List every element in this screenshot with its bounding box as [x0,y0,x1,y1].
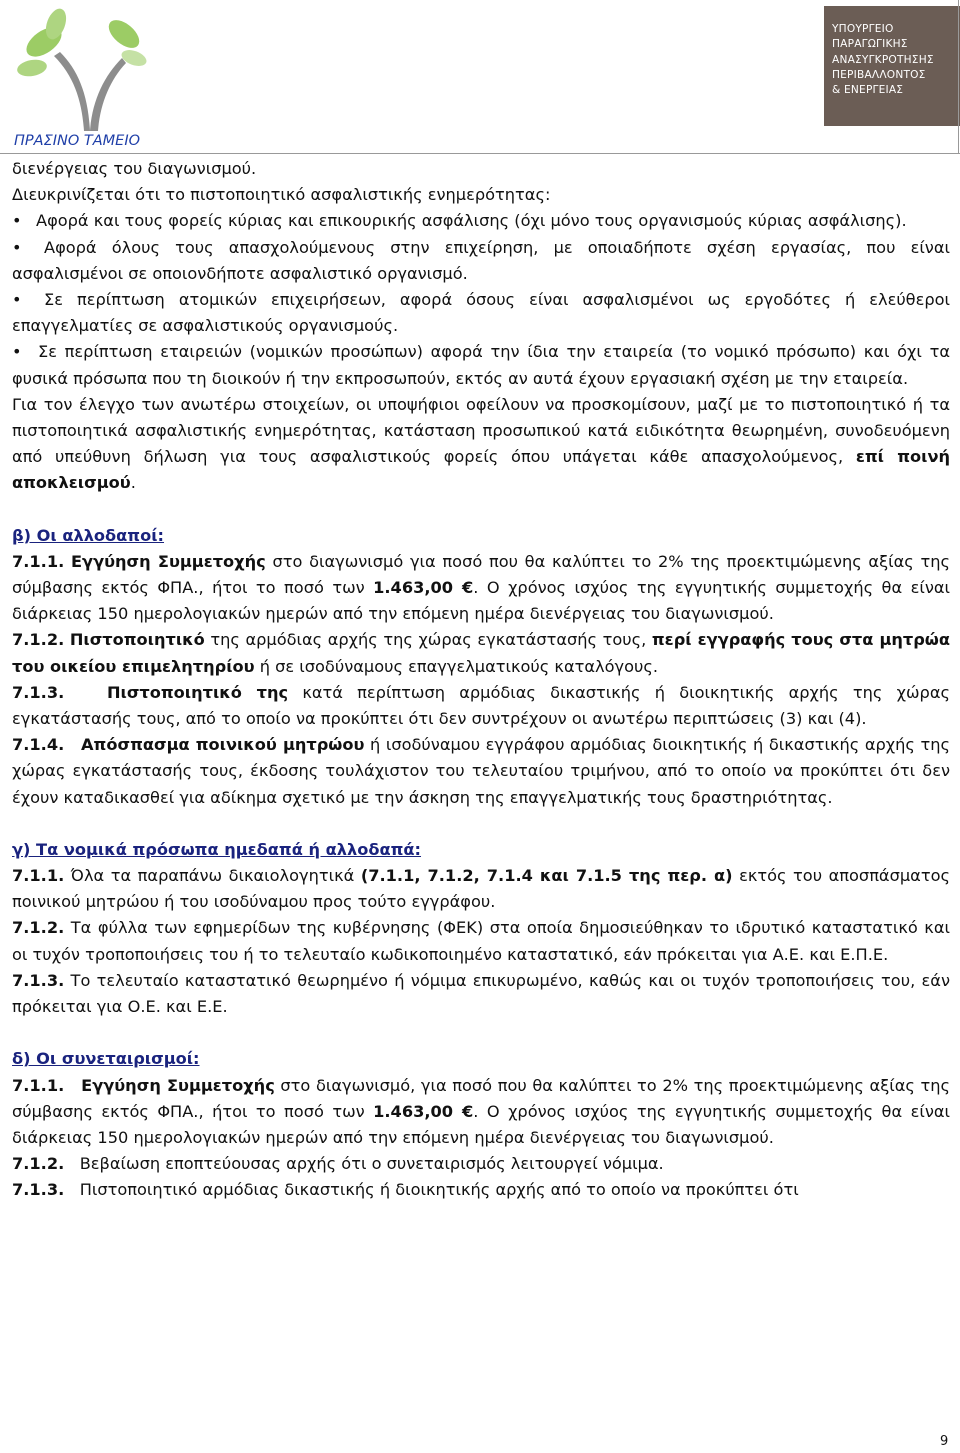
item-number: 7.1.2. [12,630,65,650]
section-heading-delta [12,1046,950,1072]
paragraph-text: . [130,473,136,493]
list-item [12,627,950,679]
body-text: Διευκρινίζεται ότι το πιστοποιητικό ασφαλιστικής ενημερότητας: [12,185,551,205]
item-number: 7.1.3. [12,970,65,990]
item-text: Πιστοποιητικό αρμόδιας δικαστικής ή διοικητικής αρχής από το οποίο να προκύπτει ότι [74,1180,799,1200]
item-text: στο διαγωνισμό, για ποσό που θα καλύπτει το 2% της προεκτιμώμενης αξίας της σύμβασης εκτός ΦΠΑ., ήτοι το ποσό των [12,1075,951,1121]
list-item [12,915,950,967]
list-item [12,863,950,915]
item-text: εκτός του αποσπάσματος ποινικού μητρώου ή του ισοδύναμου προς τούτο εγγράφου. [12,866,950,912]
heading-text: β) Οι αλλοδαποί: [12,525,165,545]
bullet-item [12,235,950,287]
item-title: Εγγύηση Συμμετοχής [81,1075,275,1095]
item-title: Εγγύηση Συμμετοχής [70,551,266,571]
page-header [0,0,960,155]
bullet-icon: • [12,237,22,257]
item-number: 7.1.3. [12,682,65,702]
item-text: Το τελευταίο καταστατικό θεωρημένο ή νόμιμα επικυρωμένο, καθώς και οι τυχόν τροποποιήσεις του, εάν πρόκειται για Ο.Ε. και Ε.Ε. [12,970,950,1017]
item-text: ή σε ισοδύναμους επαγγελματικούς καταλόγους. [254,656,659,676]
ministry-logo [824,6,960,126]
bullet-text: Σε περίπτωση ατομικών επιχειρήσεων, αφορά όσους είναι ασφαλισμένοι ως εργοδότες ή ελεύθεροι επαγγελματίες σε ασφαλιστικούς οργανισμούς. [12,290,950,336]
list-item [12,1073,950,1152]
list-item [12,1177,950,1203]
item-text: ή ισοδύναμου εγγράφου αρμόδιας διοικητικής ή δικαστικής αρχής της χώρας εγκατάστασής τους, έκδοσης τουλάχιστον του τελευταίου τριμήνου, από το οποίο να προκύπτει ότι δεν έχουν καταδικασθεί για αδίκημα σχετικό με την άσκηση της επαγγελματικής τους δραστηριότητας. [12,735,950,807]
item-emphasis: (7.1.1, 7.1.2, 7.1.4 και 7.1.5 της περ. α) [360,866,733,886]
item-emphasis: περί εγγραφής τους στα μητρώα του οικείου επιμελητηρίου [12,630,951,676]
item-text: . Ο χρόνος ισχύος της εγγυητικής συμμετοχής θα είναι διάρκειας 150 ημερολογιακών ημερών από την επόμενη ημέρα διενέργειας του διαγωνισμού. [12,578,951,624]
bullet-icon: • [12,211,22,231]
ministry-line: ΠΕΡΙΒΑΛΛΟΝΤΟΣ [832,68,926,81]
item-title: Πιστοποιητικό της [106,682,289,702]
item-number: 7.1.2. [12,918,65,938]
list-item [12,549,950,628]
bullet-item [12,287,950,339]
item-text: . Ο χρόνος ισχύος της εγγυητικής συμμετοχής θα είναι διάρκειας 150 ημερολογιακών ημερών από την επόμενη ημέρα διενέργειας του διαγωνισμού. [12,1101,951,1147]
green-fund-name: ΠΡΑΣΙΝΟ ΤΑΜΕΙΟ [14,133,141,149]
item-text: Τα φύλλα των εφημερίδων της κυβέρνησης (ΦΕΚ) στα οποία δημοσιεύθηκαν το ιδρυτικό καταστατικό και οι τυχόν τροποποιήσεις του ή το τελευταίο κωδικοποιημένο καταστατικό, εάν πρόκειται για Α.Ε. και Ε.Π.Ε. [12,918,950,964]
heading-text: γ) Τα νομικά πρόσωπα ημεδαπά ή αλλοδαπά: [12,839,422,859]
list-item [12,680,950,732]
header-divider [0,153,960,154]
item-amount: 1.463,00 € [373,1101,474,1121]
body-text: διενέργειας του διαγωνισμού. [12,159,257,178]
bullet-text: Αφορά όλους τους απασχολούμενους στην επιχείρηση, με οποιαδήποτε σχέση εργασίας, που είναι ασφαλισμένοι σε οποιονδήποτε ασφαλιστικό οργανισμό. [12,237,950,283]
item-number: 7.1.1. [12,866,65,886]
green-fund-logo-icon [14,6,149,131]
bullet-icon: • [12,290,22,310]
bullet-text: Σε περίπτωση εταιρειών (νομικών προσώπων) αφορά την ίδια την εταιρεία (το νομικό πρόσωπο) και όχι τα φυσικά πρόσωπα που τη διοικούν ή την εκπροσωπούν, εκτός αν αυτά έχουν εργασιακή σχέση με την εταιρεία. [12,342,950,388]
ministry-line: ΠΑΡΑΓΩΓΙΚΗΣ [832,38,908,51]
item-title: Απόσπασμα ποινικού μητρώου [81,735,365,755]
bullet-text: Αφορά και τους φορείς κύριας και επικουρικής ασφάλισης (όχι μόνο τους οργανισμούς κύριας ασφάλισης). [36,211,907,231]
item-number: 7.1.1. [12,551,65,571]
item-text: κατά περίπτωση αρμόδιας δικαστικής ή διοικητικής αρχής της χώρας εγκατάστασής τους, από το οποίο να προκύπτει ότι δεν συντρέχουν οι ανωτέρω περιπτώσεις (3) και (4). [12,682,950,729]
page-number: 9 [940,1434,949,1449]
item-number: 7.1.4. [12,735,65,755]
paragraph-text: Για τον έλεγχο των ανωτέρω στοιχείων, οι υποψήφιοι οφείλουν να προσκομίσουν, μαζί με το πιστοποιητικό ή τα πιστοποιητικά ασφαλιστικής ενημερότητας, κατάσταση προσωπικού κατά ειδικότητα θεωρημένη, συνοδευόμενη από υπεύθυνη δήλωση για τους ασφαλιστικούς φορείς όπου υπάγεται κάθε απασχολούμενος, [12,394,950,467]
ministry-line: ΑΝΑΣΥΓΚΡΟΤΗΣΗΣ [832,53,934,66]
bullet-icon: • [12,342,22,362]
document-body [12,156,950,1204]
item-text: της αρμόδιας αρχής της χώρας εγκατάστασής τους, [204,630,652,650]
list-item [12,1151,950,1177]
item-text: Βεβαίωση εποπτεύουσας αρχής ότι ο συνεταιρισμός λειτουργεί νόμιμα. [79,1154,664,1174]
section-heading-beta [12,523,950,549]
list-item [12,732,950,811]
body-paragraph [12,392,950,497]
paragraph-emphasis: επί ποινή αποκλεισμού [12,447,950,493]
item-text: στο διαγωνισμό για ποσό που θα καλύπτει το 2% της προεκτιμώμενης αξίας της σύμβασης εκτός ΦΠΑ., ήτοι το ποσό των [12,551,951,598]
item-number: 7.1.1. [12,1075,65,1095]
item-amount: 1.463,00 € [373,578,474,598]
item-number: 7.1.3. [12,1180,65,1200]
section-heading-gamma [12,837,950,863]
ministry-line: ΥΠΟΥΡΓΕΙΟ [832,23,894,35]
item-text: Όλα τα παραπάνω δικαιολογητικά [64,866,361,886]
bullet-item [12,208,950,234]
ministry-line: & ΕΝΕΡΓΕΙΑΣ [832,84,904,97]
item-number: 7.1.2. [12,1154,65,1174]
heading-text: δ) Οι συνεταιρισμοί: [12,1049,200,1069]
header-vertical-divider [958,0,959,154]
bullet-item [12,339,950,391]
item-title: Πιστοποιητικό [69,630,205,650]
list-item [12,968,950,1020]
